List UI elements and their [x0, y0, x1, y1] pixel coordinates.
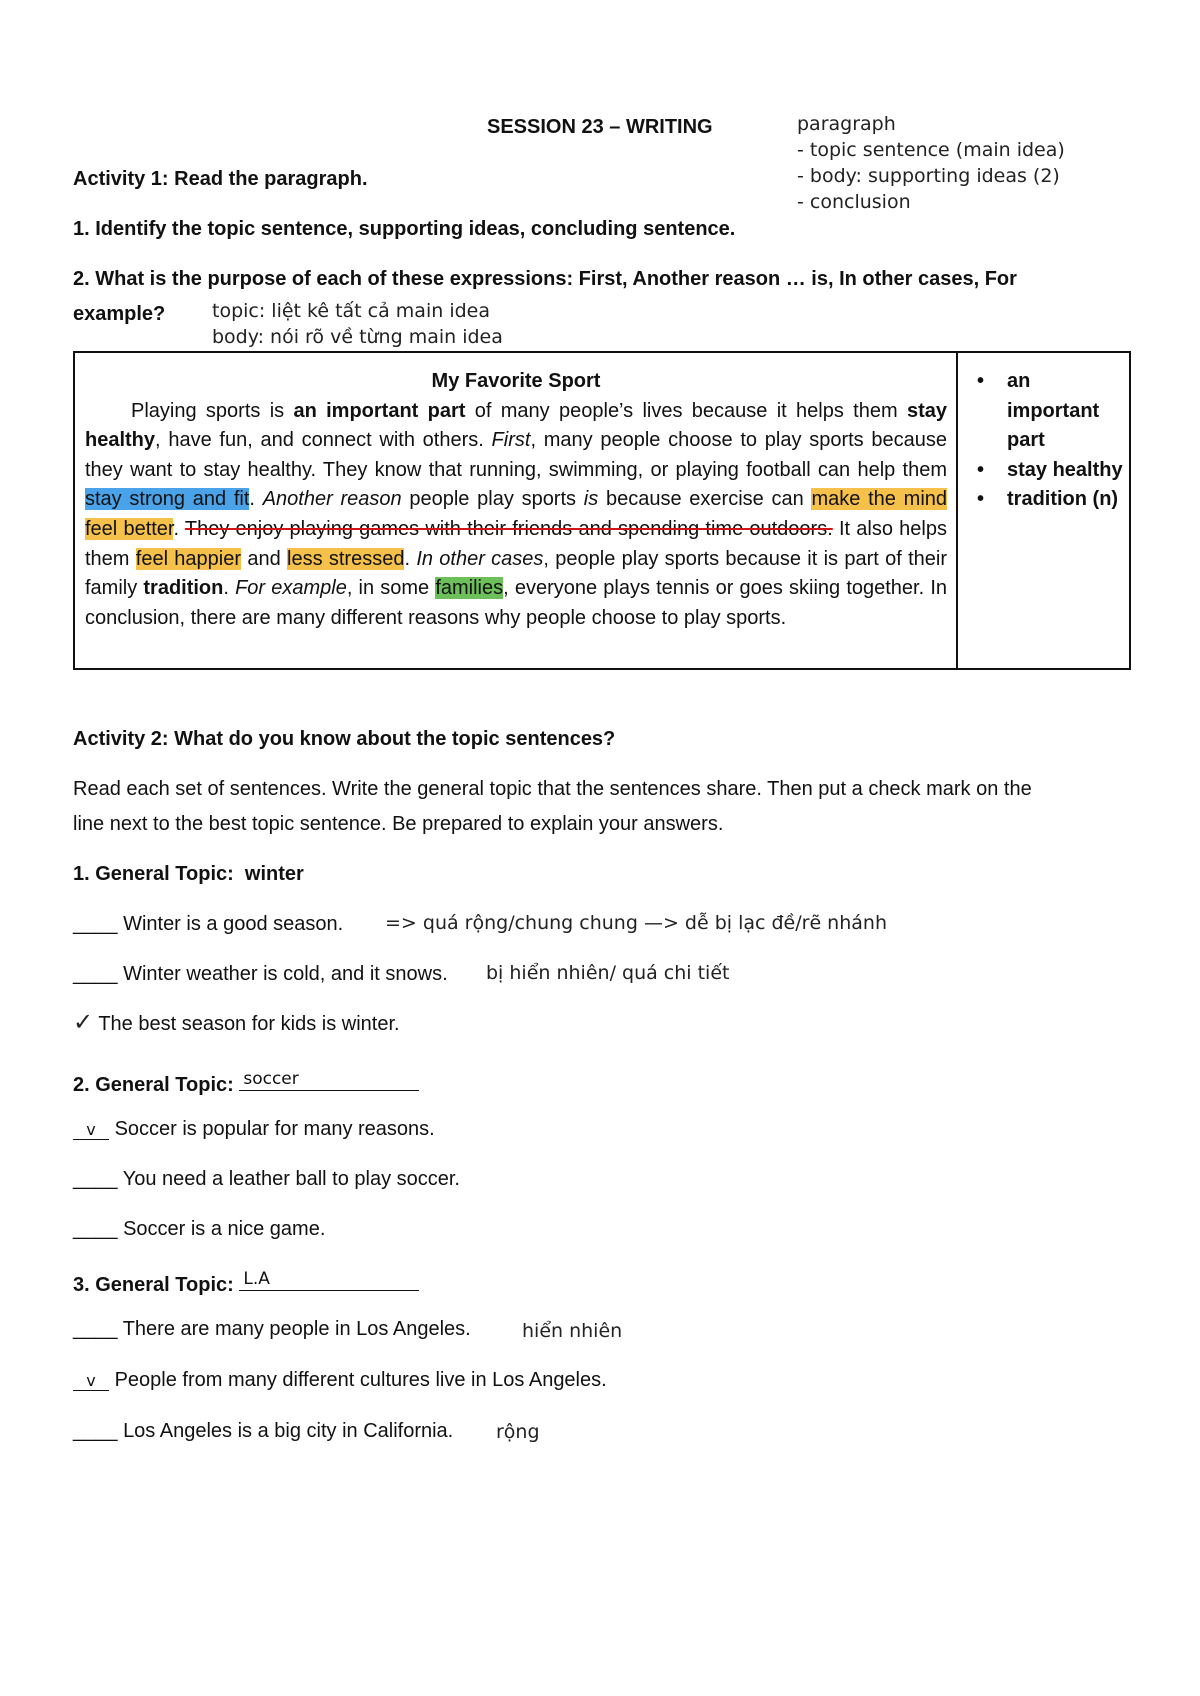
set2-option-3: ____ Soccer is a nice game.: [73, 1218, 326, 1240]
set3-option-2: v People from many different cultures live in Los Angeles.: [73, 1369, 607, 1392]
activity1-question-2: 2. What is the purpose of each of these expressions: First, Another reason … is, In other cases, For: [73, 268, 1017, 290]
side-note: - body: supporting ideas (2): [797, 165, 1060, 187]
set1-topic-row: 1. General Topic: winter: [73, 863, 304, 885]
passage-table: [73, 351, 1131, 670]
vocab-item: • tradition (n): [977, 488, 1119, 511]
set2-option-2: ____ You need a leather ball to play soccer.: [73, 1168, 460, 1190]
transition-for-example: For example: [235, 577, 347, 600]
set1-note-1: => quá rộng/chung chung —> dễ bị lạc đề/rẽ nhánh: [385, 912, 887, 934]
set2-topic-row: 2. General Topic: soccer: [73, 1068, 419, 1097]
side-note: paragraph: [797, 113, 896, 135]
set2-option-1: v Soccer is popular for many reasons.: [73, 1118, 435, 1141]
side-note: - conclusion: [797, 191, 911, 213]
set3-option-1: ____ There are many people in Los Angeles.: [73, 1318, 471, 1340]
set2-topic-field: soccer: [239, 1068, 419, 1091]
activity1-question-1: 1. Identify the topic sentence, supporting ideas, concluding sentence.: [73, 218, 736, 240]
struck-sentence: They enjoy playing games with their friends and spending time outdoors.: [184, 517, 833, 540]
check-mark-icon: ✓: [73, 1008, 94, 1036]
activity2-instructions: Read each set of sentences. Write the general topic that the sentences share. Then put a check mark on the: [73, 778, 1032, 800]
page-title: SESSION 23 – WRITING: [487, 116, 713, 138]
set3-note-1: hiển nhiên: [522, 1320, 623, 1342]
vocab-item: • an important part: [977, 370, 1100, 452]
highlight-orange: make the mind feel better: [85, 488, 948, 540]
activity2-heading: Activity 2: What do you know about the topic sentences?: [73, 728, 616, 750]
set1-option-3: ✓ The best season for kids is winter.: [73, 1008, 400, 1036]
side-note: - topic sentence (main idea): [797, 139, 1065, 161]
handwritten-note-body: body: nói rõ về từng main idea: [212, 326, 503, 348]
vocab-item: • stay healthy: [977, 458, 1123, 481]
handwritten-note-topic: topic: liệt kê tất cả main idea: [212, 300, 490, 322]
vocab-list: [965, 367, 1125, 515]
activity1-question-2-cont: example?: [73, 303, 166, 325]
highlight-green: families: [435, 577, 504, 600]
highlight-orange: less stressed: [287, 547, 405, 570]
transition-in-other-cases: In other cases: [416, 547, 544, 570]
transition-first: First: [491, 429, 531, 452]
activity2-instructions-cont: line next to the best topic sentence. Be prepared to explain your answers.: [73, 813, 724, 835]
set1-option-1: ____ Winter is a good season.: [73, 913, 344, 935]
highlight-orange: feel happier: [135, 547, 242, 570]
activity1-heading: Activity 1: Read the paragraph.: [73, 168, 368, 190]
set3-topic-row: 3. General Topic: L.A: [73, 1268, 419, 1297]
passage-body: Playing sports is an important part of many people’s lives because it helps them stay healthy, have fun, and connect with others. First, many people choose to play sports because they want to stay healthy. They know that running, swimming, or playing football can help them stay strong and fit. Another reason people play sports is because exercise can make the mind feel better. They enjoy playing games with their friends and spending time outdoors. It also helps them feel happier and less stressed. In other cases, people play sports because it is part of their family tradition. For example, in some families, everyone plays tennis or goes skiing together. In conclusion, there are many different reasons why people choose to play sports.: [85, 399, 948, 629]
set1-note-2: bị hiển nhiên/ quá chi tiết: [486, 962, 730, 984]
answer-blank: v: [73, 1121, 109, 1140]
highlight-blue: stay strong and fit: [85, 488, 250, 511]
transition-another-reason: Another reason: [262, 488, 402, 511]
set3-note-3: rộng: [496, 1421, 540, 1443]
set1-topic: winter: [244, 863, 304, 885]
passage-title: My Favorite Sport: [431, 370, 601, 392]
set1-option-2: ____ Winter weather is cold, and it snows.: [73, 963, 448, 985]
table-divider: [956, 353, 958, 668]
answer-blank: v: [73, 1372, 109, 1391]
side-notes: [797, 111, 1065, 215]
set3-topic-field: L.A: [239, 1268, 419, 1291]
set3-option-3: ____ Los Angeles is a big city in California.: [73, 1420, 454, 1442]
passage-text: [85, 367, 947, 633]
